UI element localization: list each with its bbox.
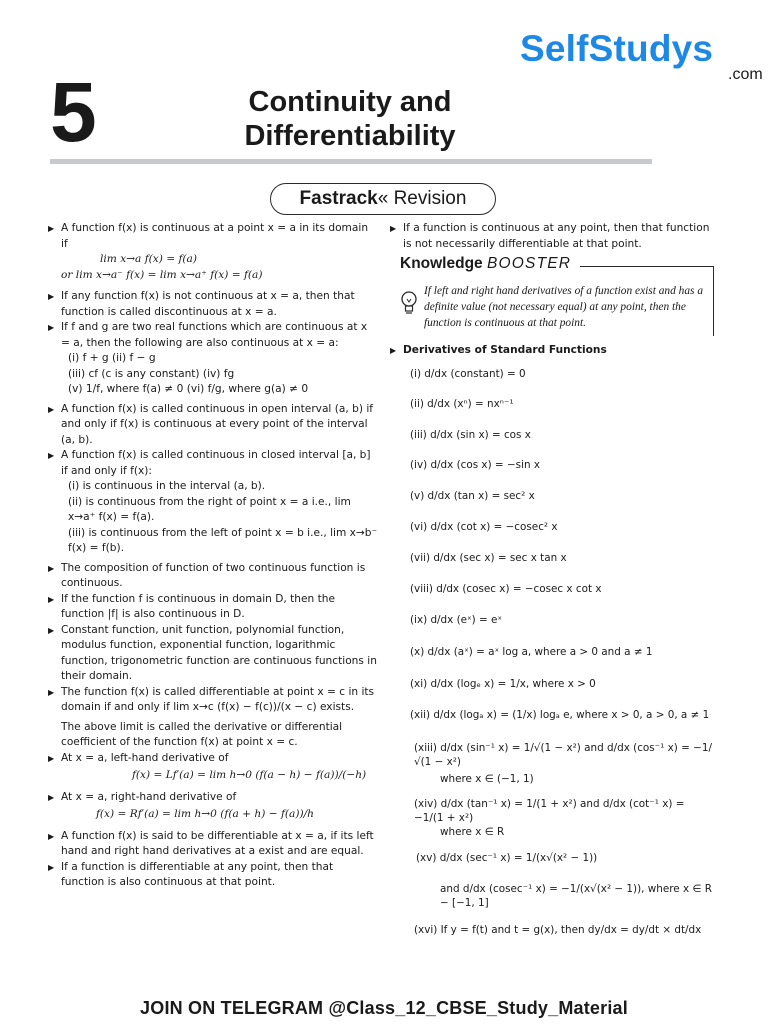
point-differentiability-condition: ▶ A function f(x) is said to be differentiable at x = a, if its left hand and right hand derivatives at a exist and are equal. bbox=[48, 829, 378, 860]
point-closed-interval: ▶ A function f(x) is called continuous in closed interval [a, b] if and only if f(x): bbox=[48, 448, 378, 479]
derivative-xv: (xv) d/dx (sec⁻¹ x) = 1/(x√(x² − 1)) bbox=[416, 852, 598, 864]
derivative-xv-cosec: and d/dx (cosec⁻¹ x) = −1/(x√(x² − 1)), where x ∈ R − [−1, 1] bbox=[440, 883, 712, 909]
combo-row-1: (i) f + g (ii) f − g bbox=[68, 352, 156, 364]
chapter-number: 5 bbox=[50, 65, 97, 159]
header-rule bbox=[50, 159, 652, 164]
derivative-xi: (xi) d/dx (logₑ x) = 1/x, where x > 0 bbox=[410, 678, 596, 690]
derivative-xiii: (xiii) d/dx (sin⁻¹ x) = 1/√(1 − x²) and d/dx (cos⁻¹ x) = −1/√(1 − x²) bbox=[414, 742, 712, 768]
derivative-xiii-domain: where x ∈ (−1, 1) bbox=[440, 773, 534, 785]
point-continuity-definition: ▶ A function f(x) is continuous at a point x = a in its domain if bbox=[48, 221, 378, 252]
derivatives-section bbox=[390, 343, 720, 359]
derivative-viii: (viii) d/dx (cosec x) = −cosec x cot x bbox=[410, 583, 602, 595]
formula-onesided-limit: or lim x→a⁻ f(x) = lim x→a⁺ f(x) = f(a) bbox=[61, 268, 263, 281]
fastrack-banner bbox=[270, 183, 496, 215]
derivative-ii: (ii) d/dx (xⁿ) = nxⁿ⁻¹ bbox=[410, 398, 514, 410]
chapter-title bbox=[210, 85, 490, 153]
formula-limit: lim x→a f(x) = f(a) bbox=[100, 253, 197, 265]
point-discontinuous: ▶ If any function f(x) is not continuous at x = a, then that function is called discontinuous at x = a. bbox=[48, 289, 378, 320]
point-derivative-note: The above limit is called the derivative or differential coefficient of the function f(x) at point x = c. bbox=[61, 720, 343, 748]
knowledge-booster-title: Knowledge BOOSTER bbox=[400, 255, 572, 272]
derivative-vii: (vii) d/dx (sec x) = sec x tan x bbox=[410, 552, 567, 564]
combo-row-3: (v) 1/f, where f(a) ≠ 0 (vi) f/g, where g(a) ≠ 0 bbox=[68, 383, 309, 395]
footer-telegram: JOIN ON TELEGRAM @Class_12_CBSE_Study_Material bbox=[140, 998, 628, 1018]
derivative-x: (x) d/dx (aˣ) = aˣ log a, where a > 0 and a ≠ 1 bbox=[410, 646, 653, 658]
brand-suffix: .com bbox=[728, 66, 763, 83]
point-rhd: ▶ At x = a, right-hand derivative of bbox=[48, 790, 378, 806]
knowledge-booster-text: If left and right hand derivatives of a function exist and has a definite value (not necessary equal) at any point, then the function is continuous at that point. bbox=[424, 285, 704, 329]
derivative-xii: (xii) d/dx (logₐ x) = (1/x) logₐ e, where x > 0, a > 0, a ≠ 1 bbox=[410, 709, 710, 721]
point-standard-functions: ▶ Constant function, unit function, polynomial function, modulus function, exponential function, logarithmic function, trigonometric function are continuous functions in their domain. bbox=[48, 623, 378, 685]
closed-interval-iii: (iii) is continuous from the left of point x = b i.e., lim x→b⁻ f(x) = f(b). bbox=[68, 526, 378, 554]
point-continuous-not-differentiable: ▶ If a function is continuous at any point, then that function is not necessarily differentiable at that point. bbox=[390, 221, 720, 252]
knowledge-booster-rule bbox=[580, 266, 714, 267]
closed-interval-ii: (ii) is continuous from the right of point x = a i.e., lim x→a⁺ f(x) = f(a). bbox=[68, 495, 351, 523]
derivative-xiv-domain: where x ∈ R bbox=[440, 826, 505, 838]
point-two-functions: ▶ If f and g are two real functions which are continuous at x = a, then the following are also continuous at x = a: bbox=[48, 320, 378, 351]
formula-lhd: f(x) = Lf′(a) = lim h→0 (f(a − h) − f(a))/(−h) bbox=[132, 769, 367, 781]
derivative-xvi: (xvi) If y = f(t) and t = g(x), then dy/dx = dy/dt × dt/dx bbox=[414, 924, 702, 936]
derivative-ix: (ix) d/dx (eˣ) = eˣ bbox=[410, 614, 503, 626]
chapter-title-line2: Differentiability bbox=[244, 120, 456, 152]
derivatives-heading: ▶ Derivatives of Standard Functions bbox=[390, 343, 720, 359]
point-modulus: ▶ If the function f is continuous in domain D, then the function |f| is also continuous in D. bbox=[48, 592, 378, 623]
point-differentiable-definition: ▶ The function f(x) is called differentiable at point x = c in its domain if and only if lim x→c (f(x) − f(c))/(x − c) exists. bbox=[48, 685, 378, 716]
point-differentiable-implies-continuous: ▶ If a function is differentiable at any point, then that function is also continuous at that point. bbox=[48, 860, 378, 891]
derivative-vi: (vi) d/dx (cot x) = −cosec² x bbox=[410, 521, 558, 533]
left-column bbox=[48, 221, 378, 891]
derivative-i: (i) d/dx (constant) = 0 bbox=[410, 368, 526, 380]
fastrack-rest: « Revision bbox=[377, 188, 467, 209]
combo-row-2: (iii) cf (c is any constant) (iv) fg bbox=[68, 367, 235, 380]
point-lhd: ▶ At x = a, left-hand derivative of bbox=[48, 751, 378, 767]
derivative-iv: (iv) d/dx (cos x) = −sin x bbox=[410, 459, 540, 471]
knowledge-booster bbox=[400, 255, 716, 337]
right-column-top bbox=[390, 221, 720, 252]
derivative-xiv: (xiv) d/dx (tan⁻¹ x) = 1/(1 + x²) and d/dx (cot⁻¹ x) = −1/(1 + x²) bbox=[414, 798, 685, 824]
derivative-v: (v) d/dx (tan x) = sec² x bbox=[410, 490, 535, 502]
lightbulb-icon bbox=[400, 288, 418, 318]
point-open-interval: ▶ A function f(x) is called continuous in open interval (a, b) if and only if f(x) is continuous at every point of the interval (a, b). bbox=[48, 402, 378, 449]
fastrack-bold: Fastrack bbox=[299, 188, 378, 209]
formula-rhd: f(x) = Rf′(a) = lim h→0 (f(a + h) − f(a))/h bbox=[96, 808, 314, 820]
derivative-iii: (iii) d/dx (sin x) = cos x bbox=[410, 429, 531, 441]
point-composition: ▶ The composition of function of two continuous function is continuous. bbox=[48, 561, 378, 592]
brand-logo: SelfStudys bbox=[520, 28, 714, 69]
closed-interval-i: (i) is continuous in the interval (a, b). bbox=[68, 480, 266, 492]
chapter-title-line1: Continuity and bbox=[248, 86, 452, 118]
